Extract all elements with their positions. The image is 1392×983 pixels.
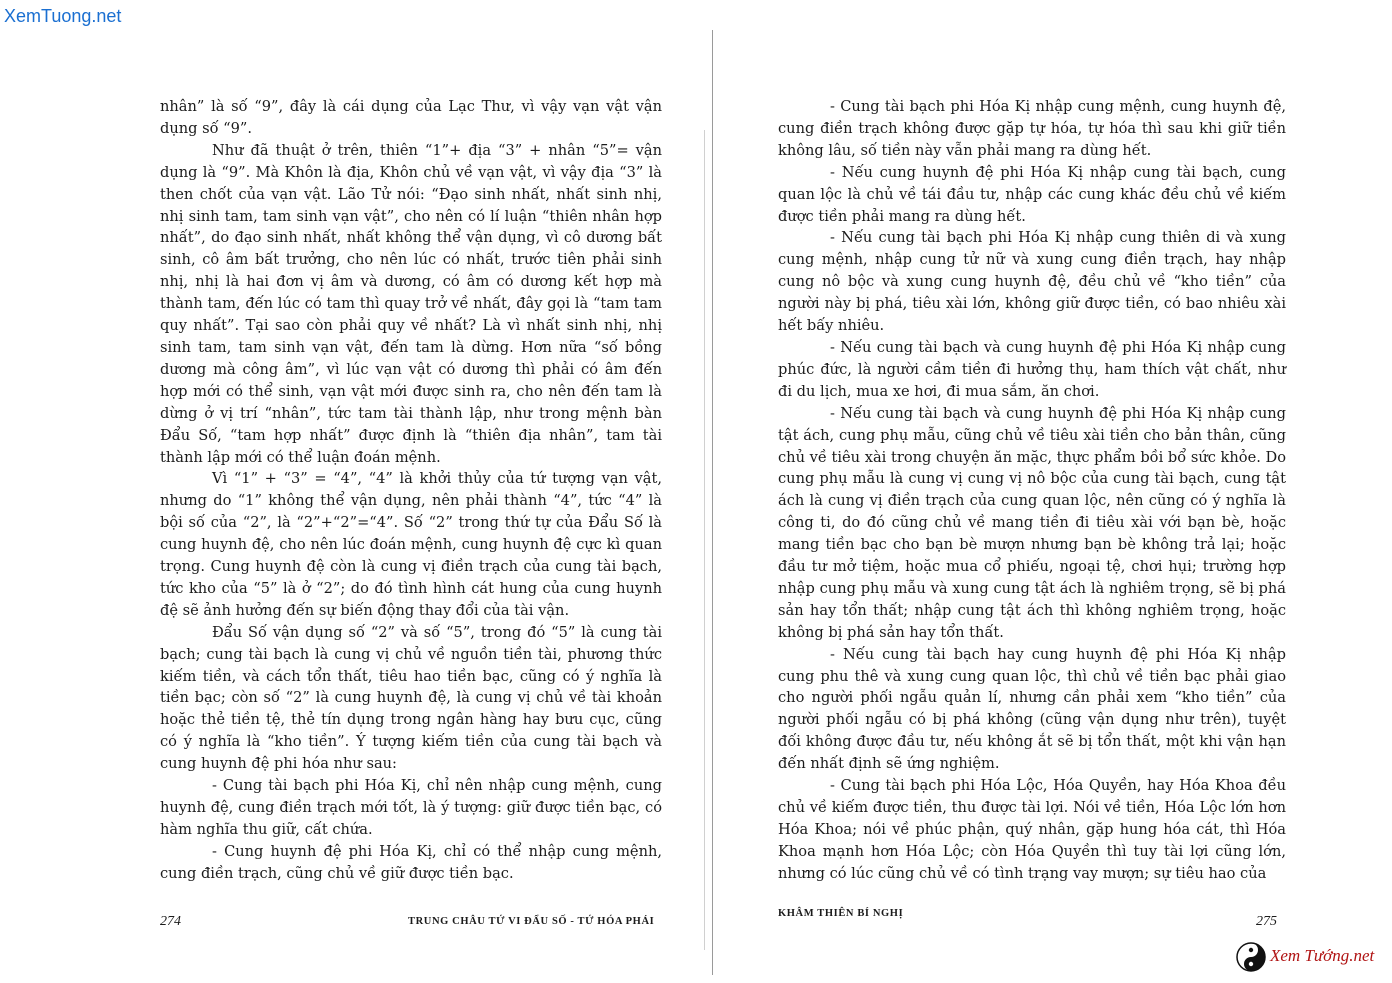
- paragraph: - Nếu cung tài bạch và cung huynh đệ phi Hóa Kị nhập cung phúc đức, là người cầm tiền đi hưởng thụ, ham thích vật chất, như đi du lịch, mua xe hơi, đi mua sắm, ăn chơi.: [778, 338, 1286, 400]
- paragraph: nhân” là số “9”, đây là cái dụng của Lạc Thư, vì vậy vạn vật vận dụng số “9”.: [160, 98, 662, 137]
- page-number-left: 274: [160, 914, 181, 929]
- paragraph: - Cung tài bạch phi Hóa Lộc, Hóa Quyền, hay Hóa Khoa đều chủ về kiếm được tiền, thu được tài lợi. Nói về tiền, Hóa Lộc lớn hơn Hóa Khoa; nói về phúc phận, quý nhân, gặp hung hóa cát, thì Hóa Khoa mạnh hơn Hóa Lộc; còn Hóa Quyền thì tuy tài lợi cũng lớn, nhưng có lúc cũng chủ về có tình trạng vay mượn; sự tiêu hao của: [778, 777, 1286, 882]
- running-head-right: KHÂM THIÊN BÍ NGHỊ: [778, 908, 904, 919]
- page-number-right: 275: [1256, 914, 1277, 929]
- paragraph: - Nếu cung huynh đệ phi Hóa Kị nhập cung tài bạch, cung quan lộc là chủ về tái đầu tư, nhập các cung khác đều chủ về kiếm được tiền phải mang ra dùng hết.: [778, 163, 1286, 225]
- paragraph: - Cung tài bạch phi Hóa Kị, chỉ nên nhập cung mệnh, cung huynh đệ, cung điền trạch mới tốt, là ý tượng: giữ được tiền bạc, có hàm nghĩa thu giữ, cất chứa.: [160, 777, 662, 838]
- right-page-body: [778, 96, 1286, 885]
- left-page-body: [160, 96, 662, 885]
- book-gutter-shadow: [704, 130, 705, 950]
- paragraph: - Nếu cung tài bạch và cung huynh đệ phi Hóa Kị nhập cung tật ách, cung phụ mẫu, cũng chủ về tiêu xài tiền cho bản thân, cũng chủ về tiêu xài trong chuyện ăn mặc, thực phẩm bồi bổ sức khỏe. Do cung phụ mẫu là cung vị cung vị nô bộc của cung tài bạch, cung tật ách là cung vị điền trạch của cung quan lộc, nên cũng có ý nghĩa là công ti, do đó cũng chủ về mang tiền đi tiêu xài với bạn bè, hoặc mang tiền bạc cho bạn bè mượn nhưng bạn bè không trả lại; hoặc đầu tư mở tiệm, hoặc mua cổ phiếu, ngoại tệ, chơi hụi; trường hợp nhập cung phụ mẫu và xung cung tật ách là nghiêm trọng, sẽ bị phá sản hay tổn thất; nhập cung tật ách thì không nghiêm trọng, hoặc không bị phá sản hay tổn thất.: [778, 404, 1286, 641]
- watermark-logo-top[interactable]: XemTuong.net: [4, 6, 122, 26]
- watermark-logo-bottom[interactable]: [1236, 940, 1386, 980]
- paragraph: Đẩu Số vận dụng số “2” và số “5”, trong đó “5” là cung tài bạch; cung tài bạch là cung vị chủ về nguồn tiền tài, phương thức kiếm tiền, và cách tổn thất, tiêu hao tiền bạc, cũng có ý nghĩa là tiền bạc; còn số “2” là cung huynh đệ, là cung vị chủ về tài khoản hoặc thẻ tiền tệ, thẻ tín dụng trong ngân hàng hay bưu cục, cũng có ý nghĩa là “kho tiền”. Ý tượng kiếm tiền của cung tài bạch và cung huynh đệ phi hóa như sau:: [160, 623, 662, 773]
- running-head-left: TRUNG CHÂU TỨ VI ĐẨU SỐ - TỨ HÓA PHÁI: [408, 916, 655, 927]
- yin-yang-icon: [1236, 942, 1266, 972]
- paragraph: - Cung tài bạch phi Hóa Kị nhập cung mệnh, cung huynh đệ, cung điền trạch không được gặp tự hóa, tự hóa thì sau khi giữ tiền không lâu, số tiền này vẫn phải mang ra dùng hết.: [778, 98, 1286, 159]
- book-gutter: [712, 30, 713, 975]
- paragraph: - Cung huynh đệ phi Hóa Kị, chỉ có thể nhập cung mệnh, cung điền trạch, cũng chủ về giữ được tiền bạc.: [160, 842, 662, 882]
- paragraph: Vì “1” + “3” = “4”, “4” là khởi thủy của tứ tượng vạn vật, nhưng do “1” không thể vận dụng, nên phải thành “4”, tức “4” là bội số của “2”, là “2”+“2”=“4”. Số “2” trong thứ tự của Đẩu Số là cung huynh đệ, cho nên lúc đoán mệnh, cung huynh đệ cực kì quan trọng. Cung huynh đệ còn là cung vị điền trạch của cung tài bạch, tức kho của “5” là ở “2”; do đó tình hình cát hung của cung huynh đệ sẽ ảnh hưởng đến sự biến động thay đổi của tài vận.: [160, 470, 662, 619]
- paragraph: - Nếu cung tài bạch phi Hóa Kị nhập cung thiên di và xung cung mệnh, nhập cung tử nữ và xung cung điền trạch, hay nhập cung nô bộc và xung cung huynh đệ, đều chủ về “kho tiền” của người này bị phá, tiêu xài lớn, không giữ được tiền, có bao nhiêu xài hết bấy nhiêu.: [778, 229, 1286, 335]
- paragraph: - Nếu cung tài bạch hay cung huynh đệ phi Hóa Kị nhập cung phu thê và xung cung quan lộc, thì chủ về tiền bạc phải giao cho người phối ngẫu quản lí, nhưng cần phải xem “kho tiền” của người phối ngẫu có bị phá không (cũng vận dụng như trên), tuyệt đối không được đầu tư, nếu không ắt sẽ bị tổn thất, một khi vận hạn đến nhất định sẽ ứng nghiệm.: [778, 645, 1286, 773]
- paragraph: Như đã thuật ở trên, thiên “1”+ địa “3” + nhân “5”= vận dụng là “9”. Mà Khôn là địa, Khôn chủ về vạn vật, vì vậy địa “3” là then chốt của vạn vật. Lão Tử nói: “Đạo sinh nhất, nhất sinh nhị, nhị sinh tam, tam sinh vạn vật”, cho nên có lí luận “thiên nhân hợp nhất”, do đạo sinh nhất, nhất không thể vận dụng, vì cô dương bất sinh, cô âm bất trưởng, cho nên lúc có nhất, trước tiên phải sinh nhị, nhị là hai đơn vị âm và dương, có âm có dương kết hợp mà thành tam, đến lúc có tam thì quay trở về nhất, đây gọi là “tam tam quy nhất”. Tại sao còn phải quy về nhất? Là vì nhất sinh nhị, nhị sinh tam, tam sinh vạn vật, đến tam là dừng. Hơn nữa “số bồng dương mà công âm”, vì lúc vạn vật có dương thì phải có âm đến hợp mới có thể sinh, vạn vật mới được sinh ra, cho nên đến tam là dừng ở vị trí “nhân”, tức tam tài thành lập, như trong mệnh bàn Đẩu Số, “tam hợp nhất” được định là “thiên địa nhân”, tam tài thành lập mới có thể luận đoán mệnh.: [160, 141, 662, 466]
- logo-text: Xem Tướng.net: [1270, 946, 1375, 965]
